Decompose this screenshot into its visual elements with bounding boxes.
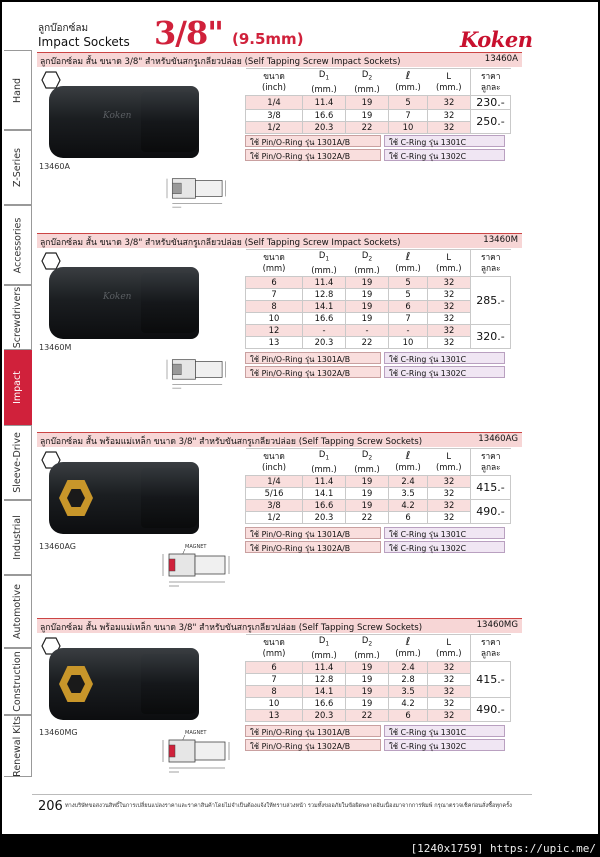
cell-d1: 16.6: [303, 697, 346, 709]
cell-l-small: 2.8: [389, 673, 428, 685]
cell-d2: 19: [346, 685, 389, 697]
section-code: 13460MG: [476, 620, 518, 630]
cell-size: 8: [246, 685, 303, 697]
tab-label: Automotive: [12, 584, 23, 639]
tab-construction[interactable]: [4, 648, 32, 715]
cell-price: 415.-: [471, 475, 511, 499]
socket-neck: [141, 468, 199, 528]
cell-l-big: 32: [428, 288, 471, 300]
cell-price: 230.-: [471, 95, 511, 109]
section-title-bar: [37, 618, 522, 633]
cell-d1: 16.6: [303, 109, 346, 121]
cell-price: 285.-: [471, 276, 511, 324]
spec-table: [245, 448, 511, 524]
cell-size: 3/8: [246, 109, 303, 121]
cell-d2: 19: [346, 661, 389, 673]
cell-price: 490.-: [471, 499, 511, 523]
header-d1: $D_1$ (mm.): [303, 250, 346, 277]
pin-oring-note-1: ใช้ Pin/O-Ring รุ่น 1301A/B: [245, 135, 381, 147]
cell-l-small: 5: [389, 288, 428, 300]
cell-l-small: 10: [389, 336, 428, 348]
header-title-english: Impact Sockets: [38, 35, 130, 49]
cell-d2: 19: [346, 95, 389, 109]
table-row: [246, 109, 511, 121]
header-l-big: L (mm.): [428, 250, 471, 277]
cell-d1: 20.3: [303, 121, 346, 133]
cell-d2: 19: [346, 475, 389, 487]
svg-text:MAGNET: MAGNET: [185, 730, 207, 736]
cell-d1: 14.1: [303, 300, 346, 312]
tab-label: Renewal Kits: [12, 715, 23, 777]
table-row: [246, 661, 511, 673]
cell-d1: 11.4: [303, 661, 346, 673]
table-header-row: [246, 250, 511, 277]
image-watermark: [1240x1759] https://upic.me/: [410, 842, 596, 855]
cell-size: 10: [246, 312, 303, 324]
product-section-13460m: [37, 233, 522, 393]
cell-d2: 19: [346, 288, 389, 300]
cell-l-small: 6: [389, 709, 428, 721]
header-drive-size-mm: (9.5mm): [232, 30, 304, 48]
cell-l-small: 3.5: [389, 487, 428, 499]
tab-renewal-kits[interactable]: [4, 715, 32, 777]
tab-accessories[interactable]: [4, 205, 32, 285]
c-ring-note-1: ใช้ C-Ring รุ่น 1301C: [384, 352, 505, 364]
cell-d2: 19: [346, 300, 389, 312]
cell-size: 7: [246, 288, 303, 300]
section-title-bar: [37, 52, 522, 67]
cell-d1: -: [303, 324, 346, 336]
spec-table: [245, 68, 511, 134]
part-number-label: 13460MG: [39, 728, 78, 737]
cell-l-small: 5: [389, 276, 428, 288]
header-l-small: ℓ (mm.): [389, 449, 428, 476]
header-size: ขนาด (mm): [246, 635, 303, 662]
cell-l-small: -: [389, 324, 428, 336]
cell-l-small: 7: [389, 312, 428, 324]
cell-price: 415.-: [471, 661, 511, 697]
header-d2: $D_2$ (mm.): [346, 250, 389, 277]
dimension-drawing: [155, 349, 243, 397]
section-title: ลูกบ๊อกซ์ลม สั้น ขนาด 3/8" สำหรับขันสกรูเกลียวปล่อย (Self Tapping Screw Impact Sockets): [40, 238, 401, 248]
pin-oring-note-2: ใช้ Pin/O-Ring รุ่น 1302A/B: [245, 149, 381, 161]
table-header-row: [246, 449, 511, 476]
cell-l-small: 3.5: [389, 685, 428, 697]
header-size: ขนาด (inch): [246, 449, 303, 476]
cell-size: 7: [246, 673, 303, 685]
header-price: ราคา ลูกละ: [471, 69, 511, 96]
socket-photo: [49, 462, 199, 534]
socket-brand-engraving: Koken: [103, 292, 132, 302]
cell-l-big: 32: [428, 685, 471, 697]
c-ring-note-2: ใช้ C-Ring รุ่น 1302C: [384, 149, 505, 161]
cell-l-big: 32: [428, 697, 471, 709]
table-header-row: [246, 69, 511, 96]
part-number-label: 13460AG: [39, 542, 76, 551]
pin-oring-note-1: ใช้ Pin/O-Ring รุ่น 1301A/B: [245, 725, 381, 737]
cell-d1: 20.3: [303, 336, 346, 348]
tab-impact[interactable]: [4, 350, 32, 425]
section-title: ลูกบ๊อกซ์ลม สั้น พร้อมแม่เหล็ก ขนาด 3/8" สำหรับขันสกรูเกลียวปล่อย (Self Tapping Screw Sockets): [40, 623, 423, 633]
cell-l-small: 4.2: [389, 697, 428, 709]
header-l-small: ℓ (mm.): [389, 250, 428, 277]
pin-oring-note-1: ใช้ Pin/O-Ring รุ่น 1301A/B: [245, 527, 381, 539]
pin-oring-note-1: ใช้ Pin/O-Ring รุ่น 1301A/B: [245, 352, 381, 364]
cell-l-small: 6: [389, 511, 428, 523]
c-ring-note-2: ใช้ C-Ring รุ่น 1302C: [384, 541, 505, 553]
socket-neck: [141, 273, 199, 333]
header-d1: $D_1$ (mm.): [303, 635, 346, 662]
c-ring-note-1: ใช้ C-Ring รุ่น 1301C: [384, 527, 505, 539]
spec-table: [245, 249, 511, 349]
tab-label: Z-Series: [12, 148, 24, 187]
tab-automotive[interactable]: [4, 575, 32, 648]
table-row: [246, 95, 511, 109]
product-section-13460a: [37, 52, 522, 176]
cell-d2: 22: [346, 511, 389, 523]
header-d2: $D_2$ (mm.): [346, 635, 389, 662]
cell-l-big: 32: [428, 709, 471, 721]
header-l-small: ℓ (mm.): [389, 635, 428, 662]
header-price: ราคา ลูกละ: [471, 449, 511, 476]
cell-l-small: 7: [389, 109, 428, 121]
cell-d1: 14.1: [303, 685, 346, 697]
product-section-13460mg: [37, 618, 522, 766]
koken-logo: Koken: [460, 27, 533, 52]
cell-l-big: 32: [428, 324, 471, 336]
catalog-page: [2, 2, 598, 834]
header-price: ราคา ลูกละ: [471, 250, 511, 277]
part-number-label: 13460M: [39, 343, 72, 352]
cell-size: 10: [246, 697, 303, 709]
cell-size: 13: [246, 336, 303, 348]
socket-photo: [49, 267, 199, 339]
cell-d2: 22: [346, 121, 389, 133]
cell-size: 1/2: [246, 511, 303, 523]
cell-l-big: 32: [428, 511, 471, 523]
cell-price: 490.-: [471, 697, 511, 721]
cell-d1: 16.6: [303, 312, 346, 324]
footer-disclaimer: ทางบริษัทขอสงวนสิทธิ์ในการเปลี่ยนแปลงราคาและราคาสินค้าโดยไม่จำเป็นต้องแจ้งให้ทราบล่วงหน้า รวมทั้งขออภัยในข้อผิดพลาดอันเนื่องมาจากการพิมพ์ กรุณาตรวจเช็คก่อนสั่งซื้อทุกครั้ง: [65, 803, 512, 809]
cell-l-big: 32: [428, 475, 471, 487]
socket-brand-engraving: Koken: [103, 111, 132, 121]
cell-d1: 20.3: [303, 511, 346, 523]
part-number-label: 13460A: [39, 162, 70, 171]
cell-d1: 14.1: [303, 487, 346, 499]
tab-label: Impact: [12, 371, 24, 404]
cell-size: 13: [246, 709, 303, 721]
c-ring-note-1: ใช้ C-Ring รุ่น 1301C: [384, 135, 505, 147]
cell-l-small: 6: [389, 300, 428, 312]
cell-size: 6: [246, 276, 303, 288]
section-title: ลูกบ๊อกซ์ลม สั้น พร้อมแม่เหล็ก ขนาด 3/8" สำหรับขันสกรูเกลียวปล่อย (Self Tapping Screw Sockets): [40, 437, 423, 447]
svg-text:MAGNET: MAGNET: [185, 544, 207, 550]
header-title-thai: ลูกบ๊อกซ์ลม: [38, 23, 89, 34]
table-row: [246, 475, 511, 487]
table-row: [246, 324, 511, 336]
cell-l-big: 32: [428, 336, 471, 348]
cell-l-big: 32: [428, 487, 471, 499]
pin-oring-note-2: ใช้ Pin/O-Ring รุ่น 1302A/B: [245, 739, 381, 751]
cell-size: 6: [246, 661, 303, 673]
cell-l-big: 32: [428, 300, 471, 312]
cell-l-big: 32: [428, 109, 471, 121]
cell-l-big: 32: [428, 673, 471, 685]
header-l-big: L (mm.): [428, 635, 471, 662]
tab-z-series[interactable]: [4, 130, 32, 205]
cell-l-small: 2.4: [389, 661, 428, 673]
tab-screwdrivers[interactable]: [4, 285, 32, 350]
header-l-big: L (mm.): [428, 69, 471, 96]
table-header-row: [246, 635, 511, 662]
cell-d2: 19: [346, 499, 389, 511]
cell-l-big: 32: [428, 121, 471, 133]
header-d2: $D_2$ (mm.): [346, 69, 389, 96]
section-title-bar: [37, 233, 522, 248]
section-code: 13460M: [483, 235, 518, 245]
page-number: 206: [38, 799, 63, 814]
table-row: [246, 276, 511, 288]
table-row: [246, 697, 511, 709]
cell-d2: 19: [346, 109, 389, 121]
cell-l-big: 32: [428, 95, 471, 109]
cell-d1: 11.4: [303, 95, 346, 109]
socket-photo: [49, 648, 199, 720]
tab-sleeve-drive[interactable]: [4, 425, 32, 500]
cell-size: 5/16: [246, 487, 303, 499]
tab-label: Sleeve-Drive: [12, 432, 23, 493]
cell-d2: -: [346, 324, 389, 336]
tab-label: Screwdrivers: [12, 286, 23, 349]
tab-hand[interactable]: [4, 50, 32, 130]
cell-size: 1/2: [246, 121, 303, 133]
header-d2: $D_2$ (mm.): [346, 449, 389, 476]
cell-d1: 11.4: [303, 475, 346, 487]
cell-size: 3/8: [246, 499, 303, 511]
c-ring-note-2: ใช้ C-Ring รุ่น 1302C: [384, 366, 505, 378]
header-price: ราคา ลูกละ: [471, 635, 511, 662]
c-ring-note-2: ใช้ C-Ring รุ่น 1302C: [384, 739, 505, 751]
cell-l-small: 5: [389, 95, 428, 109]
table-row: [246, 499, 511, 511]
header-d1: $D_1$ (mm.): [303, 69, 346, 96]
pin-oring-note-2: ใช้ Pin/O-Ring รุ่น 1302A/B: [245, 366, 381, 378]
header-size: ขนาด (inch): [246, 69, 303, 96]
socket-neck: [141, 654, 199, 714]
tab-industrial[interactable]: [4, 500, 32, 575]
socket-photo: [49, 86, 199, 158]
cell-d1: 12.8: [303, 288, 346, 300]
section-code: 13460AG: [478, 434, 518, 444]
cell-l-big: 32: [428, 276, 471, 288]
section-code: 13460A: [484, 54, 518, 64]
cell-l-big: 32: [428, 661, 471, 673]
dimension-drawing: [155, 542, 243, 596]
cell-l-big: 32: [428, 312, 471, 324]
cell-d1: 11.4: [303, 276, 346, 288]
cell-price: 250.-: [471, 109, 511, 133]
header-l-small: ℓ (mm.): [389, 69, 428, 96]
cell-d2: 22: [346, 336, 389, 348]
cell-d1: 12.8: [303, 673, 346, 685]
header-size: ขนาด (mm): [246, 250, 303, 277]
cell-d2: 19: [346, 697, 389, 709]
spec-table: [245, 634, 511, 722]
cell-d2: 19: [346, 312, 389, 324]
cell-size: 12: [246, 324, 303, 336]
cell-size: 8: [246, 300, 303, 312]
product-section-13460ag: [37, 432, 522, 568]
cell-l-small: 4.2: [389, 499, 428, 511]
section-title-bar: [37, 432, 522, 447]
header-drive-size: 3/8": [154, 14, 223, 52]
cell-size: 1/4: [246, 475, 303, 487]
cell-l-small: 2.4: [389, 475, 428, 487]
c-ring-note-1: ใช้ C-Ring รุ่น 1301C: [384, 725, 505, 737]
cell-d2: 19: [346, 673, 389, 685]
section-title: ลูกบ๊อกซ์ลม สั้น ขนาด 3/8" สำหรับขันสกรูเกลียวปล่อย (Self Tapping Screw Impact Sockets): [40, 57, 401, 67]
cell-d2: 19: [346, 276, 389, 288]
cell-price: 320.-: [471, 324, 511, 348]
cell-d1: 20.3: [303, 709, 346, 721]
footer-divider: [32, 794, 532, 795]
cell-l-big: 32: [428, 499, 471, 511]
cell-l-small: 10: [389, 121, 428, 133]
cell-d1: 16.6: [303, 499, 346, 511]
socket-neck: [141, 92, 199, 152]
tab-label: Hand: [12, 77, 23, 103]
dimension-drawing: [155, 728, 243, 782]
pin-oring-note-2: ใช้ Pin/O-Ring รุ่น 1302A/B: [245, 541, 381, 553]
header-l-big: L (mm.): [428, 449, 471, 476]
cell-size: 1/4: [246, 95, 303, 109]
tab-label: Construction: [12, 651, 23, 712]
tab-label: Industrial: [12, 515, 23, 560]
header-d1: $D_1$ (mm.): [303, 449, 346, 476]
cell-d2: 19: [346, 487, 389, 499]
dimension-drawing: [155, 168, 243, 216]
tab-label: Accessories: [12, 217, 23, 273]
cell-d2: 22: [346, 709, 389, 721]
